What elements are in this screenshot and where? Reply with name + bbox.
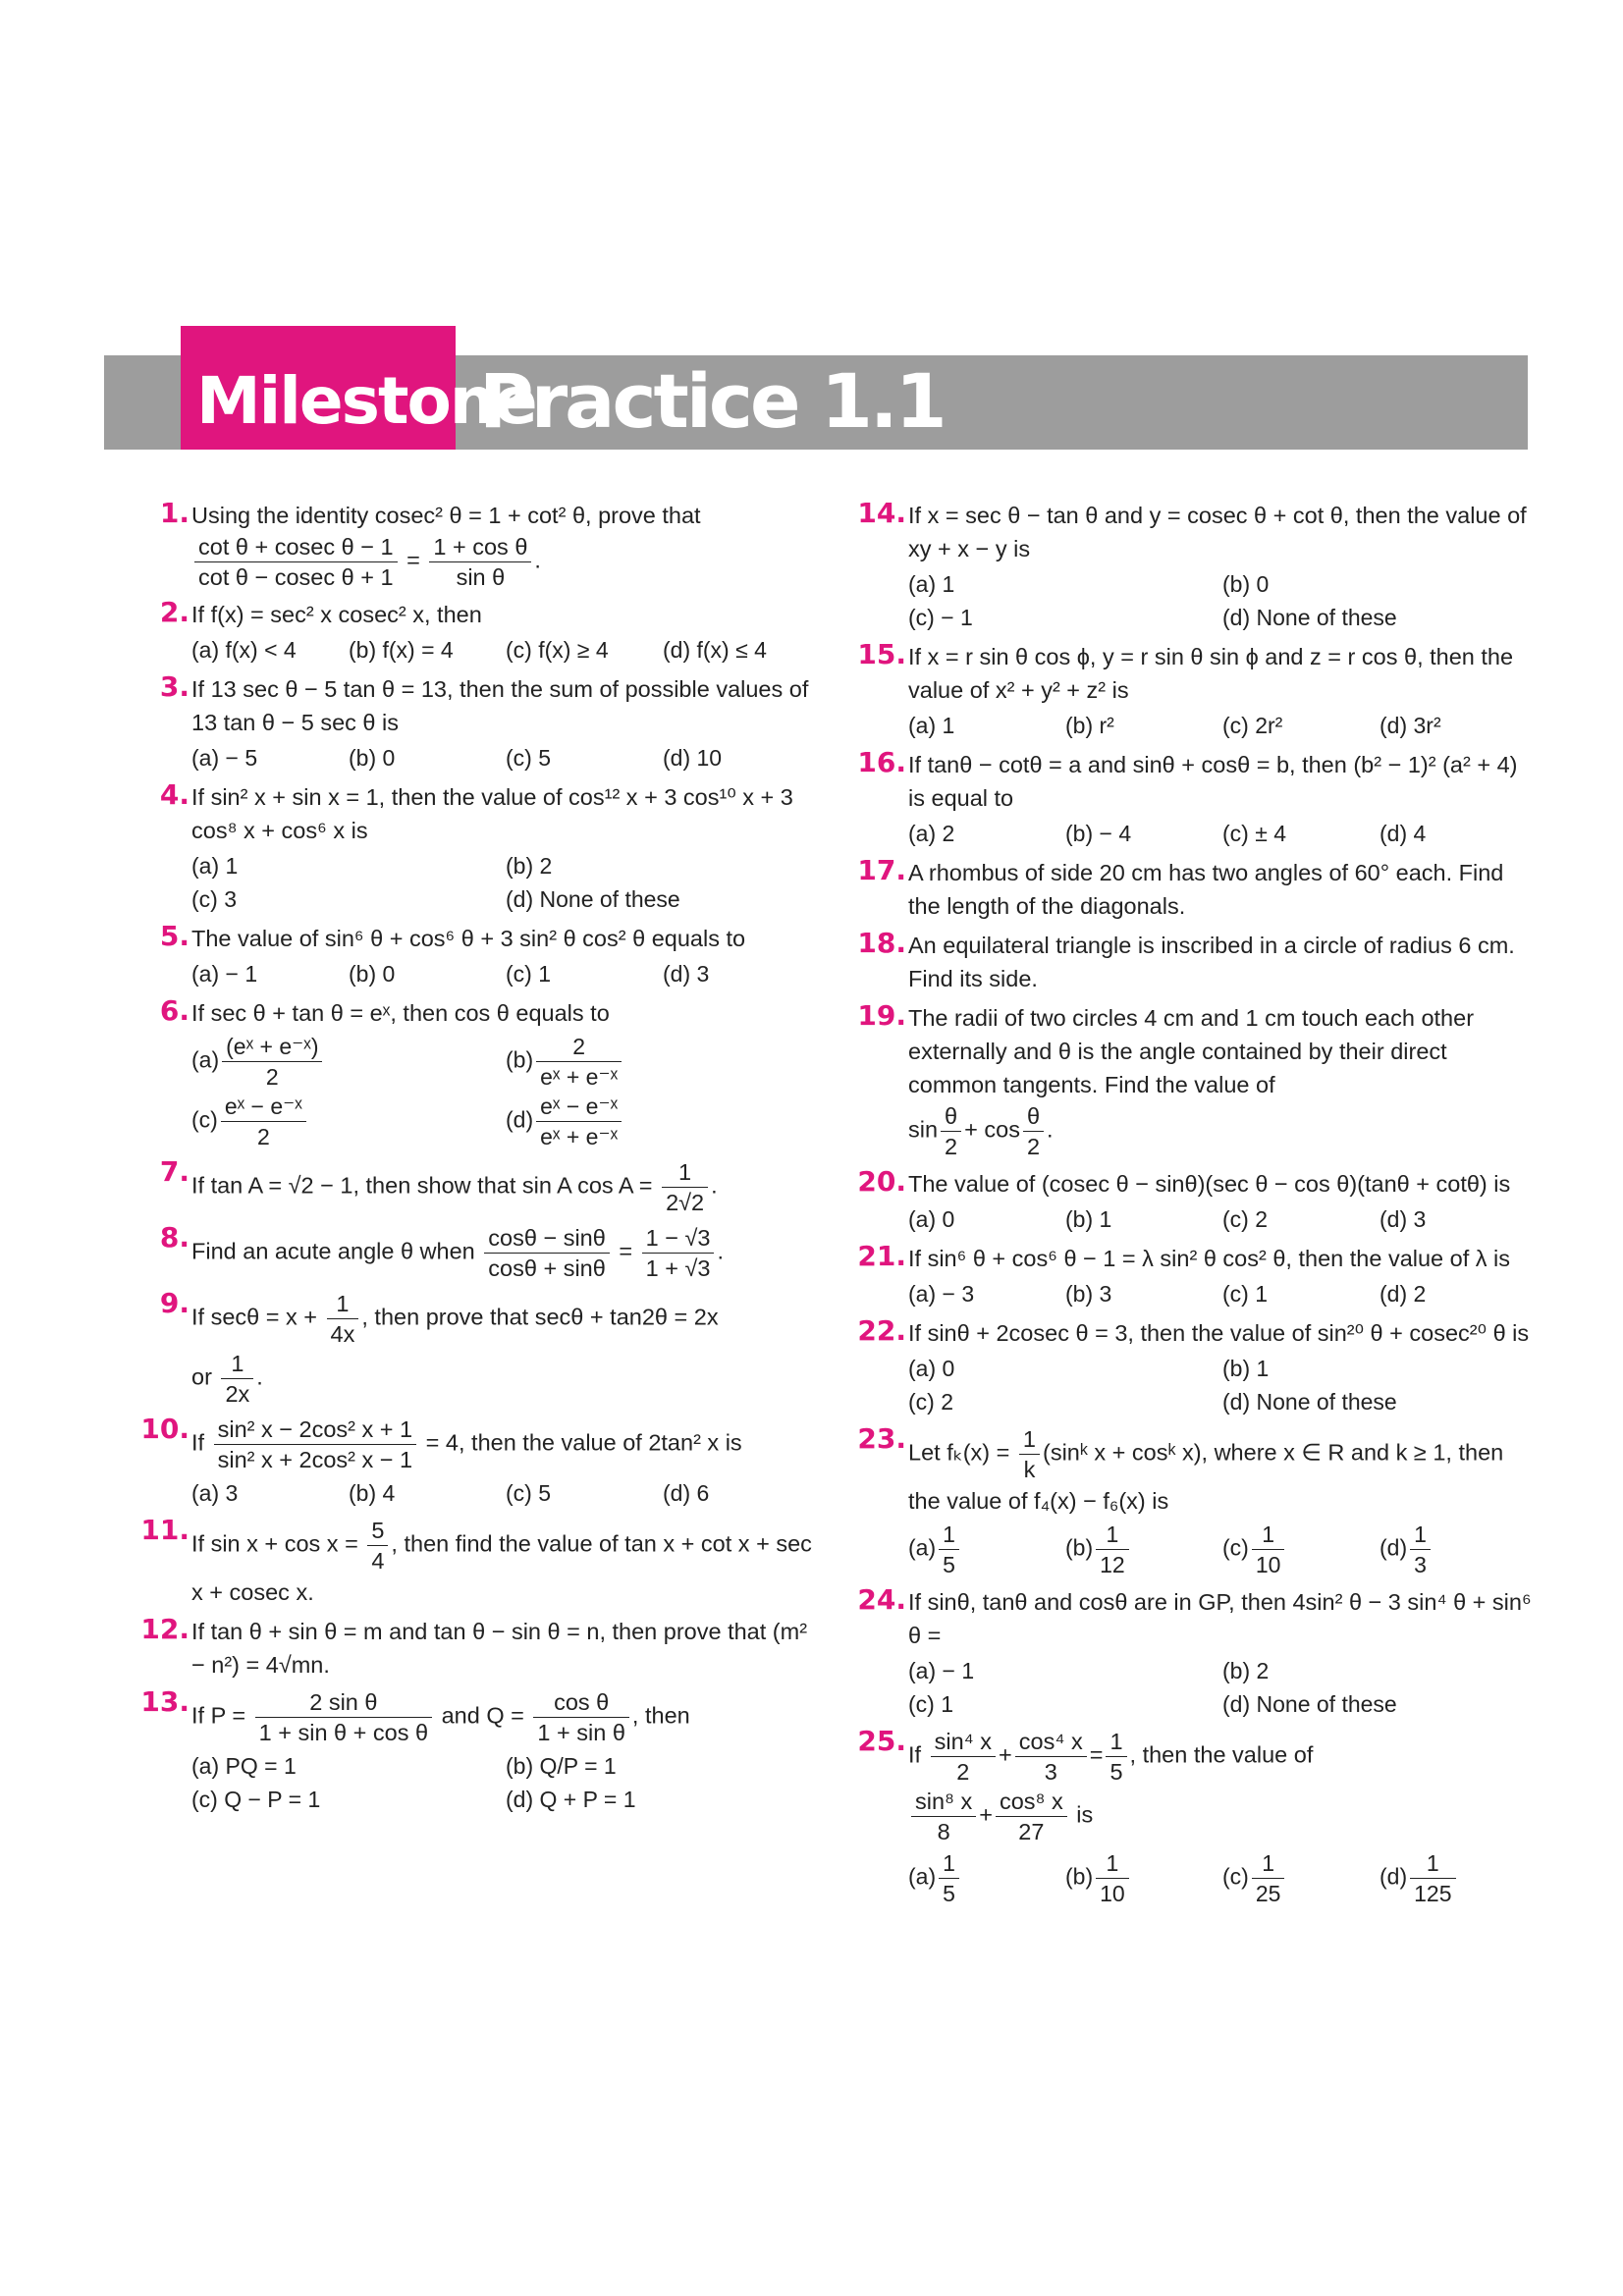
option-d: (d) None of these: [1222, 1389, 1397, 1415]
options: [908, 709, 1537, 742]
fraction: $\frac{\text{cot θ + cosec θ − 1}}{\text{cot θ − cosec θ + 1}}$: [194, 532, 398, 592]
option-a: (a) − 3: [908, 1281, 975, 1307]
option-c: (c) $\frac{1}{25}$: [1222, 1848, 1380, 1908]
option-d: (d) $\frac{1}{3}$: [1380, 1520, 1537, 1579]
option-b: (b) 1: [1222, 1356, 1270, 1381]
question-number: 6.: [159, 994, 189, 1027]
question-21: [857, 1240, 1537, 1310]
option-a: (a) $\frac{1}{5}$: [908, 1520, 1065, 1579]
question-text: If tanθ − cotθ = a and sinθ + cosθ = b, then (b² − 1)² (a² + 4) is equal to: [908, 752, 1518, 811]
option-d: (d) 4: [1380, 821, 1427, 846]
option-c: (c) Q − P = 1: [191, 1787, 321, 1812]
options: [908, 1654, 1537, 1721]
option-c: (c) $\frac{\text{eˣ − e⁻ˣ}}{2}$: [191, 1092, 506, 1151]
question-number: 11.: [140, 1514, 189, 1546]
question-3: [159, 670, 820, 774]
question-number: 21.: [857, 1240, 906, 1272]
question-6: [159, 994, 820, 1151]
question-number: 17.: [857, 854, 906, 886]
option-c: (c) 3: [191, 886, 237, 912]
option-a: (a) − 5: [191, 745, 258, 771]
question-text: If x = r sin θ cos ϕ, y = r sin θ sin ϕ and z = r cos θ, then the value of x² + y² + z² is: [908, 644, 1514, 703]
question-text: A rhombus of side 20 cm has two angles of 60° each. Find the length of the diagonals.: [908, 860, 1504, 919]
option-d: (d) 2: [1380, 1281, 1427, 1307]
option-a: (a) 3: [191, 1480, 239, 1506]
question-number: 8.: [159, 1221, 189, 1254]
question-16: [857, 746, 1537, 850]
question-number: 22.: [857, 1314, 906, 1347]
question-number: 7.: [159, 1155, 189, 1188]
fraction: $\frac{\text{1 + cos θ}}{\text{sin θ}}$: [429, 532, 531, 592]
header-word-milestone: Milestone: [196, 363, 536, 439]
question-22: [857, 1314, 1537, 1418]
right-column: [857, 497, 1537, 1914]
fraction: $\frac{\text{2 sin θ}}{\text{1 + sin θ + cos θ}}$: [255, 1687, 432, 1747]
question-text: If sin⁶ θ + cos⁶ θ − 1 = λ sin² θ cos² θ, then the value of λ is: [908, 1246, 1511, 1271]
question-text: If sec θ + tan θ = eˣ, then cos θ equals to: [191, 1000, 610, 1026]
option-d: (d) 6: [663, 1480, 710, 1506]
option-c: (c) 5: [506, 1480, 551, 1506]
options: [191, 1476, 820, 1510]
options: [191, 633, 820, 667]
option-a: (a) 1: [191, 853, 239, 879]
option-b: (b) Q/P = 1: [506, 1753, 617, 1779]
question-text: If f(x) = sec² x cosec² x, then: [191, 602, 482, 627]
option-a: (a) 1: [908, 713, 955, 738]
option-c: (c) 1: [1222, 1281, 1268, 1307]
option-b: (b) 2: [1222, 1658, 1270, 1683]
options: [908, 1520, 1537, 1579]
option-d: (d) None of these: [1222, 605, 1397, 630]
question-11: 11. If sin x + cos x = $\frac{5}{4}$ , then find the value of tan x + cot x + sec x + cosec x.: [140, 1514, 812, 1605]
question-2: [159, 596, 820, 667]
option-b: (b) − 4: [1065, 821, 1132, 846]
question-24: [857, 1583, 1537, 1721]
fraction: $\frac{\cos\theta - \sin\theta}{\cos\theta + \sin\theta}$: [484, 1223, 610, 1283]
options: [908, 1202, 1537, 1236]
question-8: 8. Find an acute angle θ when $\frac{\cos\theta - \sin\theta}{\cos\theta + \sin\theta}$ = $\frac{1 - √3}{1 + √3}$ .: [191, 1223, 820, 1283]
fraction: $\frac{\text{cos⁴ x}}{3}$: [1015, 1727, 1087, 1787]
options: [191, 849, 820, 916]
question-1: 1. Using the identity cosec² θ = 1 + cot² θ, prove that $\frac{\text{cot θ + cosec θ − 1}}{\text{cot θ − cosec θ + 1}}$ = $\frac{\text{1 + cos θ}}{\text{sin θ}}$ .: [191, 499, 820, 592]
option-a: (a) − 1: [191, 961, 258, 987]
fraction: $\frac{1 - √3}{1 + √3}$: [642, 1223, 715, 1283]
option-b: (b) 0: [349, 745, 396, 771]
option-d: (d) 10: [663, 745, 723, 771]
option-c: (c) 1: [506, 961, 551, 987]
question-text: The value of sin⁶ θ + cos⁶ θ + 3 sin² θ cos² θ equals to: [191, 926, 746, 951]
question-number: 25.: [857, 1725, 906, 1757]
fraction: $\frac{1}{k}$: [1019, 1424, 1040, 1484]
question-text: Using the identity cosec² θ = 1 + cot² θ, prove that: [191, 503, 701, 528]
question-4: [159, 778, 820, 916]
options: [908, 1848, 1537, 1908]
question-text: If 13 sec θ − 5 tan θ = 13, then the sum of possible values of 13 tan θ − 5 sec θ is: [191, 676, 809, 735]
question-18: [857, 927, 1537, 995]
option-b: (b) $\frac{1}{10}$: [1065, 1848, 1222, 1908]
question-25: 25. If $\frac{\text{sin⁴ x}}{2}$ + $\frac{\text{cos⁴ x}}{3}$ = $\frac{1}{5}$ , then the value of $\frac{\text{sin⁸ x}}{8}$ + $\frac{\text{cos⁸ x}}{27}$ is (a) $\frac{1}{5}$ (b) $\frac{1}{10}$ (c) $\frac{1}{25}$ (d) $\frac{1}{125}$: [908, 1727, 1537, 1908]
question-number: 18.: [857, 927, 906, 959]
question-number: 14.: [857, 497, 906, 529]
question-number: 3.: [159, 670, 189, 703]
option-b: (b) f(x) = 4: [349, 637, 454, 663]
fraction: $\frac{1}{2√2}$: [662, 1157, 708, 1217]
question-number: 16.: [857, 746, 906, 778]
fraction: $\frac{\theta}{2}$: [1023, 1101, 1044, 1161]
question-15: [857, 638, 1537, 742]
fraction: $\frac{1}{5}$: [1106, 1727, 1126, 1787]
option-b: (b) $\frac{1}{12}$: [1065, 1520, 1222, 1579]
left-column: [140, 497, 820, 1822]
option-d: (d) $\frac{1}{125}$: [1380, 1848, 1537, 1908]
option-b: (b) 3: [1065, 1281, 1112, 1307]
question-17: [857, 854, 1537, 923]
question-number: 9.: [159, 1287, 189, 1319]
options: [191, 741, 820, 774]
option-c: (c) − 1: [908, 605, 973, 630]
option-d: (d) 3r²: [1380, 713, 1441, 738]
question-number: 2.: [159, 596, 189, 628]
option-a: (a) 0: [908, 1206, 955, 1232]
option-c: (c) 2r²: [1222, 713, 1283, 738]
question-number: 13.: [140, 1685, 189, 1718]
option-b: (b) 4: [349, 1480, 396, 1506]
question-number: 20.: [857, 1165, 906, 1198]
option-d: (d) 3: [1380, 1206, 1427, 1232]
fraction: $\frac{\text{cos⁸ x}}{27}$: [996, 1787, 1067, 1846]
option-b: (b) 2: [506, 853, 553, 879]
question-text: If tan θ + sin θ = m and tan θ − sin θ = n, then prove that (m² − n²) = 4√mn.: [191, 1619, 808, 1678]
question-number: 1.: [159, 497, 189, 529]
fraction: $\frac{\text{cos θ}}{\text{1 + sin θ}}$: [533, 1687, 629, 1747]
option-c: (c) 5: [506, 745, 551, 771]
option-b: (b) $\frac{2}{\text{eˣ + e⁻ˣ}}$: [506, 1032, 820, 1092]
option-c: (c) 2: [908, 1389, 953, 1415]
question-number: 23.: [857, 1422, 906, 1455]
option-a: (a) 1: [908, 571, 955, 597]
fraction: $\frac{1}{4x}$: [327, 1289, 359, 1349]
question-text: If tan A = √2 − 1, then show that sin A cos A =: [191, 1172, 653, 1199]
option-c: (c) f(x) ≥ 4: [506, 637, 609, 663]
question-text: Find an acute angle θ when: [191, 1238, 475, 1264]
question-19: 19. The radii of two circles 4 cm and 1 cm touch each other externally and θ is the angle contained by their direct common tangents. Find the value of sin $\frac{\theta}{2}$ + cos $\frac{\theta}{2}$ .: [908, 1001, 1537, 1161]
question-number: 10.: [140, 1413, 189, 1445]
question-13: 13. If P = $\frac{\text{2 sin θ}}{\text{1 + sin θ + cos θ}}$ and Q = $\frac{\text{cos θ}}{\text{1 + sin θ}}$ , then (a) PQ = 1 (b) Q/P = 1 (c) Q − P = 1 (d) Q + P = 1: [191, 1687, 820, 1816]
question-20: [857, 1165, 1537, 1236]
option-c: (c) 2: [1222, 1206, 1268, 1232]
question-9: 9. If secθ = x + $\frac{1}{4x}$ , then prove that secθ + tan2θ = 2x or $\frac{1}{2x}$ .: [191, 1289, 820, 1409]
option-d: (d) f(x) ≤ 4: [663, 637, 767, 663]
question-text: If sinθ, tanθ and cosθ are in GP, then 4sin² θ − 3 sin⁴ θ + sin⁶ θ =: [908, 1589, 1532, 1648]
header-word-practice: Practice 1.1: [479, 357, 945, 445]
fraction: $\frac{5}{4}$: [367, 1516, 388, 1575]
option-b: (b) 0: [349, 961, 396, 987]
fraction: $\frac{1}{2x}$: [221, 1349, 253, 1409]
question-number: 12.: [140, 1613, 189, 1645]
options: [908, 1277, 1537, 1310]
options: [908, 1352, 1537, 1418]
option-b: (b) r²: [1065, 713, 1114, 738]
fraction: $\frac{\text{sin² x − 2cos² x + 1}}{\text{sin² x + 2cos² x − 1}}$: [214, 1415, 417, 1474]
option-d: (d) $\frac{\text{eˣ − e⁻ˣ}}{\text{eˣ + e⁻ˣ}}$: [506, 1092, 820, 1151]
option-a: (a) 2: [908, 821, 955, 846]
option-b: (b) 1: [1065, 1206, 1112, 1232]
question-23: 23. Let fₖ(x) = $\frac{1}{k}$ (sinᵏ x + cosᵏ x), where x ∈ R and k ≥ 1, then the value of f₄(x) − f₆(x) is (a) $\frac{1}{5}$ (b) $\frac{1}{12}$ (c) $\frac{1}{10}$ (d) $\frac{1}{3}$: [908, 1424, 1537, 1579]
options: [191, 957, 820, 990]
fraction: $\frac{\text{sin⁸ x}}{8}$: [911, 1787, 976, 1846]
question-text: The radii of two circles 4 cm and 1 cm touch each other externally and θ is the angle contained by their direct common tangents. Find the value of: [908, 1005, 1475, 1097]
option-a: (a) f(x) < 4: [191, 637, 297, 663]
question-14: [857, 497, 1537, 634]
option-a: (a) $\frac{\text{(eˣ + e⁻ˣ)}}{2}$: [191, 1032, 506, 1092]
option-b: (b) 0: [1222, 571, 1270, 597]
option-d: (d) 3: [663, 961, 710, 987]
question-text: If sinθ + 2cosec θ = 3, then the value of sin²⁰ θ + cosec²⁰ θ is: [908, 1320, 1530, 1346]
fraction: $\frac{\text{sin⁴ x}}{2}$: [931, 1727, 996, 1787]
question-text: If x = sec θ − tan θ and y = cosec θ + cot θ, then the value of xy + x − y is: [908, 503, 1527, 561]
question-number: 24.: [857, 1583, 906, 1616]
question-number: 15.: [857, 638, 906, 670]
question-text: The value of (cosec θ − sinθ)(sec θ − cos θ)(tanθ + cotθ) is: [908, 1171, 1511, 1197]
fraction: $\frac{\theta}{2}$: [941, 1101, 961, 1161]
option-d: (d) Q + P = 1: [506, 1787, 636, 1812]
option-d: (d) None of these: [1222, 1691, 1397, 1717]
option-c: (c) $\frac{1}{10}$: [1222, 1520, 1380, 1579]
option-c: (c) 1: [908, 1691, 953, 1717]
question-number: 4.: [159, 778, 189, 811]
option-a: (a) PQ = 1: [191, 1753, 297, 1779]
options: [191, 1032, 820, 1151]
question-10: 10. If $\frac{\text{sin² x − 2cos² x + 1}}{\text{sin² x + 2cos² x − 1}}$ = 4, then the value of 2tan² x is (a) 3 (b) 4 (c) 5 (d) 6: [191, 1415, 820, 1510]
option-a: (a) 0: [908, 1356, 955, 1381]
option-a: (a) − 1: [908, 1658, 975, 1683]
options: [908, 567, 1537, 634]
question-7: 7. If tan A = √2 − 1, then show that sin A cos A = $\frac{1}{2√2}$ .: [191, 1157, 820, 1217]
question-12: [140, 1613, 820, 1682]
question-number: 5.: [159, 920, 189, 952]
option-a: (a) $\frac{1}{5}$: [908, 1848, 1065, 1908]
options: [191, 1749, 820, 1816]
question-number: 19.: [857, 999, 906, 1032]
question-5: [159, 920, 820, 990]
options: [908, 817, 1537, 850]
question-text: An equilateral triangle is inscribed in a circle of radius 6 cm. Find its side.: [908, 933, 1515, 991]
option-d: (d) None of these: [506, 886, 680, 912]
question-text: If sin² x + sin x = 1, then the value of cos¹² x + 3 cos¹⁰ x + 3 cos⁸ x + cos⁶ x is: [191, 784, 793, 843]
option-c: (c) ± 4: [1222, 821, 1287, 846]
